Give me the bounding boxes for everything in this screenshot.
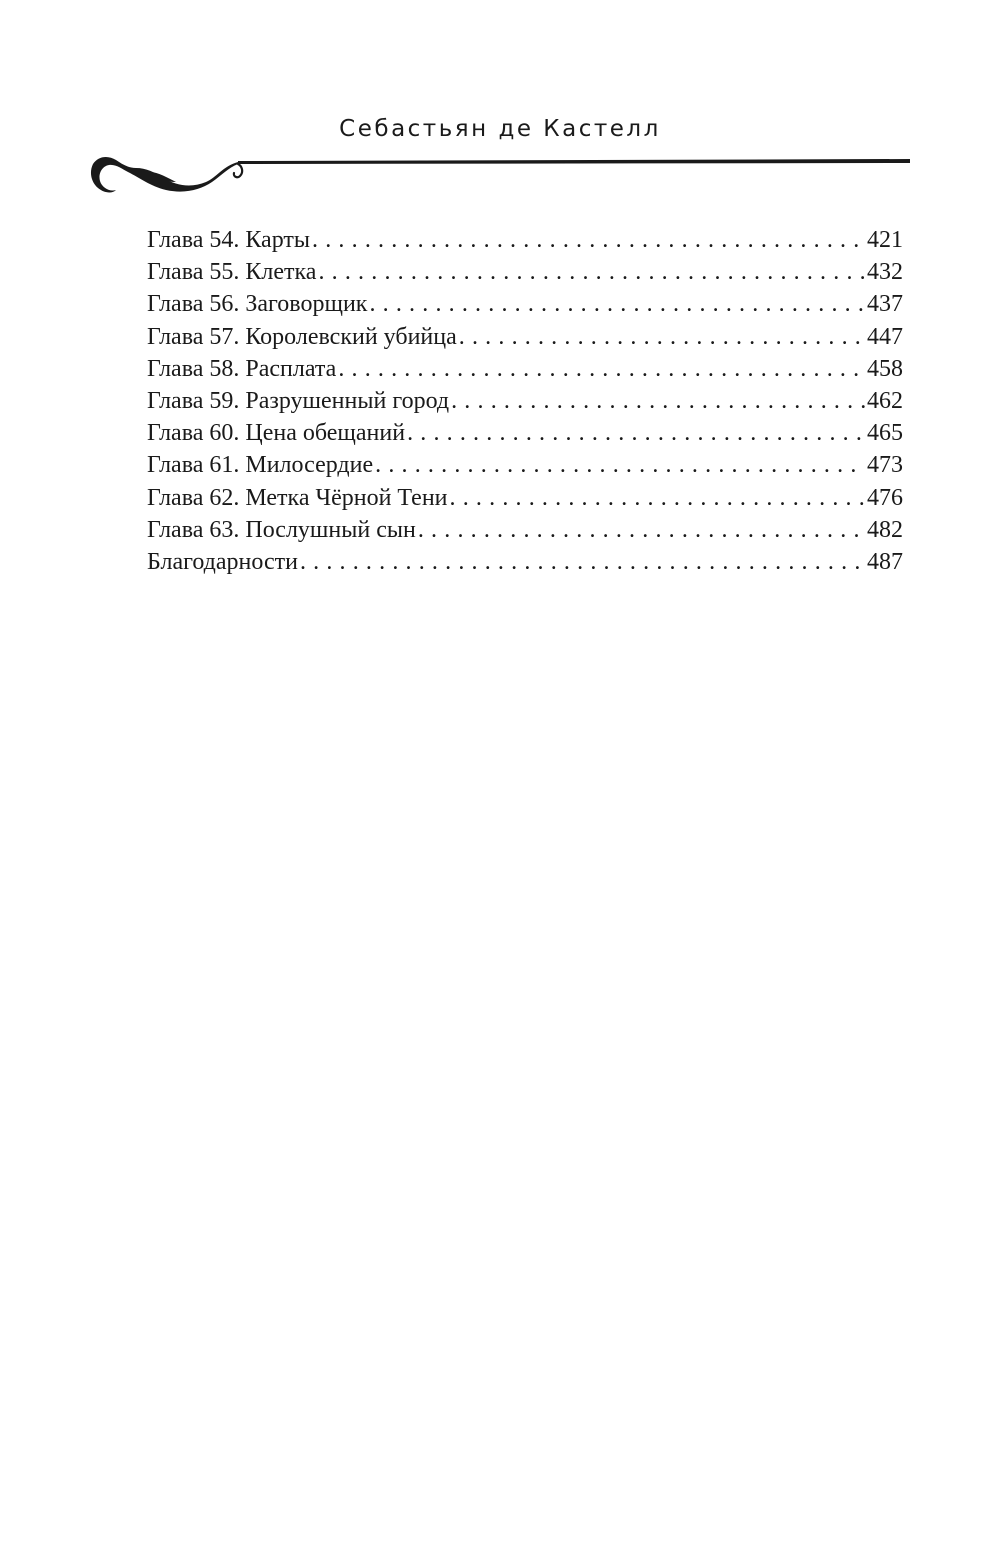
toc-entry-title: Глава 56. Заговорщик bbox=[147, 291, 368, 318]
toc-entry-title: Глава 58. Расплата bbox=[147, 355, 337, 382]
toc-entry[interactable] bbox=[147, 449, 903, 481]
toc-entry[interactable] bbox=[147, 514, 903, 546]
toc-entry-title: Глава 63. Послушный сын bbox=[147, 516, 416, 543]
toc-entry[interactable] bbox=[147, 224, 903, 256]
toc-entry-page: 421 bbox=[867, 227, 903, 253]
toc-entry[interactable] bbox=[147, 256, 903, 288]
toc-entry[interactable] bbox=[147, 353, 903, 385]
toc-entry-page: 432 bbox=[867, 259, 903, 286]
toc-entry[interactable] bbox=[147, 417, 903, 449]
dot-leader bbox=[300, 546, 865, 578]
dot-leader bbox=[407, 417, 865, 449]
dot-leader bbox=[418, 514, 865, 546]
dot-leader bbox=[338, 353, 865, 385]
toc-entry-page: 473 bbox=[867, 452, 903, 479]
toc-entry-title: Глава 59. Разрушенный город bbox=[147, 387, 450, 414]
toc-entry-title: Глава 61. Милосердие bbox=[147, 452, 374, 479]
toc-entry[interactable] bbox=[147, 546, 903, 578]
toc-entry-page: 447 bbox=[867, 323, 903, 350]
toc-entry-title: Глава 62. Метка Чёрной Тени bbox=[147, 484, 448, 511]
toc-entry-page: 487 bbox=[867, 548, 903, 575]
dot-leader bbox=[369, 288, 865, 320]
toc-entry-page: 465 bbox=[867, 420, 903, 447]
toc-entry-page: 482 bbox=[867, 516, 903, 543]
running-head: Себастьян де Кастелл bbox=[339, 116, 661, 142]
toc-entry-page: 458 bbox=[867, 355, 903, 382]
toc-entry-title: Глава 57. Королевский убийца bbox=[147, 323, 457, 350]
flourish-rule-icon bbox=[88, 148, 912, 204]
toc-entry-title: Благодарности bbox=[147, 548, 298, 575]
dot-leader bbox=[318, 256, 865, 288]
toc-entry-title: Глава 60. Цена обещаний bbox=[147, 420, 406, 447]
toc-entry-page: 437 bbox=[867, 291, 903, 318]
table-of-contents bbox=[147, 224, 903, 578]
toc-entry[interactable] bbox=[147, 321, 903, 353]
dot-leader bbox=[459, 321, 865, 353]
toc-entry-page: 476 bbox=[867, 484, 903, 511]
toc-entry-title: Глава 55. Клетка bbox=[147, 259, 317, 286]
dot-leader bbox=[312, 224, 865, 256]
toc-entry-title: Глава 54. Карты bbox=[147, 227, 311, 253]
dot-leader bbox=[375, 449, 865, 481]
dot-leader bbox=[450, 482, 865, 514]
toc-entry[interactable] bbox=[147, 482, 903, 514]
toc-entry[interactable] bbox=[147, 288, 903, 320]
toc-entry[interactable] bbox=[147, 385, 903, 417]
toc-entry-page: 462 bbox=[867, 387, 903, 414]
dot-leader bbox=[451, 385, 865, 417]
